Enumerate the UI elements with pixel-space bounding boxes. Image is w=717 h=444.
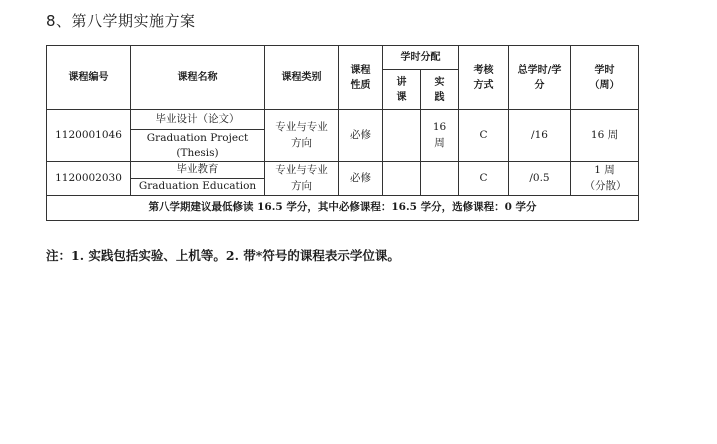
course-category-text: 专业与专业方向	[275, 163, 328, 192]
footnote: 注：1. 实践包括实验、上机等。2. 带*符号的课程表示学位课。	[46, 248, 400, 263]
section-heading: 8、第八学期实施方案	[46, 12, 196, 30]
header-assessment	[459, 46, 509, 110]
practice-cell	[421, 110, 459, 162]
course-name-cn: 毕业设计（论文）	[131, 110, 265, 130]
weeks-cell: 16 周	[571, 110, 639, 162]
header-lecture-text: 讲课	[396, 76, 407, 103]
course-code-cell: 1120001046	[47, 110, 131, 162]
total-cell: /16	[509, 110, 571, 162]
total-cell: /0.5	[509, 162, 571, 196]
header-total-hours-credits	[509, 46, 571, 110]
weeks-cell	[571, 162, 639, 196]
course-nature-cell: 必修	[339, 162, 383, 196]
header-weeks-text: 学时（周）	[589, 64, 620, 91]
lecture-cell	[383, 162, 421, 196]
practice-text: 16周	[432, 120, 447, 149]
header-total-hours-credits-text: 总学时/学分	[517, 64, 562, 91]
header-practice	[421, 70, 459, 110]
header-practice-text: 实践	[434, 76, 445, 103]
header-course-category: 课程类别	[265, 46, 339, 110]
course-category-cell	[265, 162, 339, 196]
header-course-name: 课程名称	[131, 46, 265, 110]
course-category-text: 专业与专业方向	[275, 120, 328, 149]
assessment-cell: C	[459, 162, 509, 196]
header-lecture	[383, 70, 421, 110]
practice-cell	[421, 162, 459, 196]
semester-plan-table	[46, 45, 639, 221]
course-name-cn: 毕业教育	[131, 162, 265, 179]
course-name-en: Graduation Project (Thesis)	[131, 130, 265, 162]
semester-summary: 第八学期建议最低修读 16.5 学分，其中必修课程：16.5 学分，选修课程：0 学分	[47, 196, 639, 221]
course-nature-cell: 必修	[339, 110, 383, 162]
header-course-nature-text: 课程性质	[350, 64, 371, 91]
header-weeks	[571, 46, 639, 110]
header-assessment-text: 考核方式	[473, 64, 494, 91]
lecture-cell	[383, 110, 421, 162]
course-name-en: Graduation Education	[131, 179, 265, 196]
weeks-text: 1 周（分散）	[584, 163, 627, 192]
course-category-cell	[265, 110, 339, 162]
header-course-nature	[339, 46, 383, 110]
header-course-code: 课程编号	[47, 46, 131, 110]
header-hours-allocation: 学时分配	[383, 46, 459, 70]
assessment-cell: C	[459, 110, 509, 162]
course-code-cell: 1120002030	[47, 162, 131, 196]
